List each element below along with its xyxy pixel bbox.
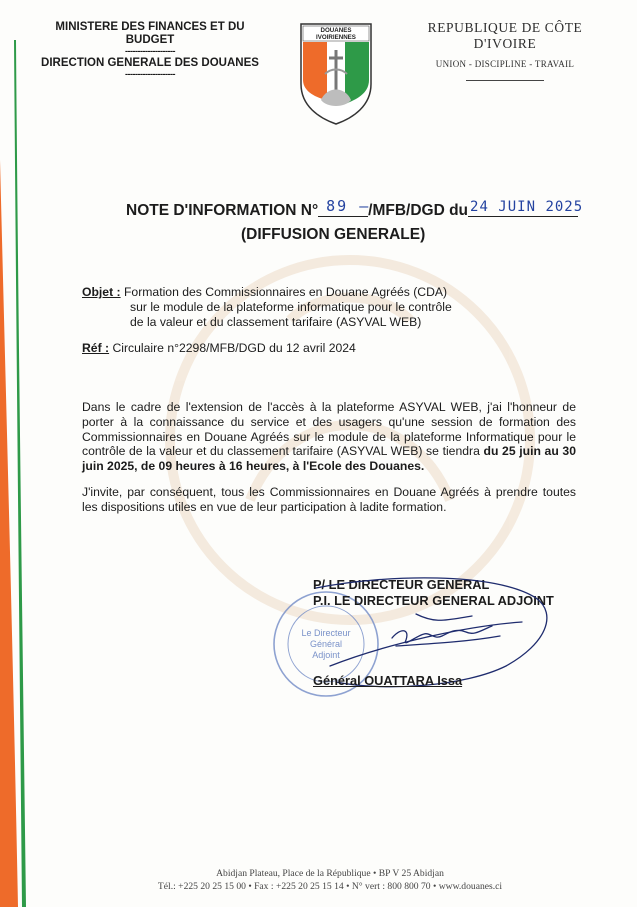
note-reference: /MFB/DGD du	[368, 202, 469, 219]
ministry-name: MINISTERE DES FINANCES ET DU BUDGET	[55, 21, 245, 46]
separator-line: --------------------	[125, 46, 175, 56]
svg-text:Adjoint: Adjoint	[312, 650, 340, 660]
body-paragraph-1	[82, 400, 576, 474]
note-number-field	[318, 197, 371, 217]
body-paragraph-2: J'invite, par conséquent, tous les Commissionnaires en Douane Agréés à prendre toutes les dispositions utiles en vue de leur participation à ladite formation.	[82, 485, 576, 514]
handwritten-number: 89 –	[326, 197, 371, 215]
body-paragraph-1-bold: du 25 juin au 30 juin 2025, de 09 heures à 16 heures, à l'Ecole des Douanes.	[82, 444, 576, 474]
svg-text:DOUANES: DOUANES	[320, 27, 352, 34]
objet-label: Objet :	[82, 285, 121, 299]
footer	[80, 867, 580, 893]
body-paragraph-1-text: Dans le cadre de l'extension de l'accès à la plateforme ASYVAL WEB, j'ai l'honneur de porter à la connaissance du service et des usagers qu'une session de formation des Commissionnaires en Douane Agréés sur le module de la plateforme Informatique pour le contrôle de la valeur et du classement tarifaire (ASYVAL WEB) se tiendra	[82, 400, 576, 459]
republic-name: REPUBLIQUE DE CÔTE D'IVOIRE	[427, 20, 583, 51]
douanes-emblem-logo	[299, 22, 373, 126]
note-date-field	[468, 199, 584, 217]
objet-section	[82, 285, 452, 329]
signature-line-1: P/ LE DIRECTEUR GENERAL	[313, 577, 490, 592]
motto-underline	[466, 80, 544, 81]
svg-text:IVOIRIENNES: IVOIRIENNES	[316, 34, 356, 41]
svg-text:Le Directeur: Le Directeur	[301, 628, 351, 638]
objet-line-1: Formation des Commissionnaires en Douane Agréés (CDA)	[123, 285, 448, 299]
header-republic-block	[395, 20, 615, 81]
objet-line-2: sur le module de la plateforme informatique pour le contrôle	[130, 300, 452, 314]
reference-section	[82, 341, 356, 355]
national-motto: UNION - DISCIPLINE - TRAVAIL	[435, 59, 575, 69]
svg-text:Général: Général	[309, 639, 343, 649]
ref-label: Réf :	[82, 341, 110, 355]
side-stripes	[0, 0, 40, 907]
signature-line-2: P.I. LE DIRECTEUR GENERAL ADJOINT	[313, 593, 554, 608]
header-ministry-block	[30, 21, 270, 78]
handwritten-date: 24 JUIN 2025	[470, 199, 584, 215]
signatory-name: Général OUATTARA Issa	[313, 673, 463, 688]
ref-text: Circulaire n°2298/MFB/DGD du 12 avril 2024	[112, 341, 356, 355]
note-title	[126, 197, 584, 220]
footer-address: Abidjan Plateau, Place de la République • BP V 25 Abidjan	[216, 868, 444, 879]
objet-line-3: de la valeur et du classement tarifaire (ASYVAL WEB)	[130, 315, 422, 329]
direction-name: DIRECTION GENERALE DES DOUANES	[41, 57, 259, 69]
note-prefix: NOTE D'INFORMATION N°	[126, 202, 319, 219]
diffusion-label: (DIFFUSION GENERALE)	[241, 226, 426, 243]
footer-contacts: Tél.: +225 20 25 15 00 • Fax : +225 20 25 15 14 • N° vert : 800 800 70 • www.douanes.ci	[157, 881, 503, 892]
separator-line: --------------------	[125, 69, 175, 79]
